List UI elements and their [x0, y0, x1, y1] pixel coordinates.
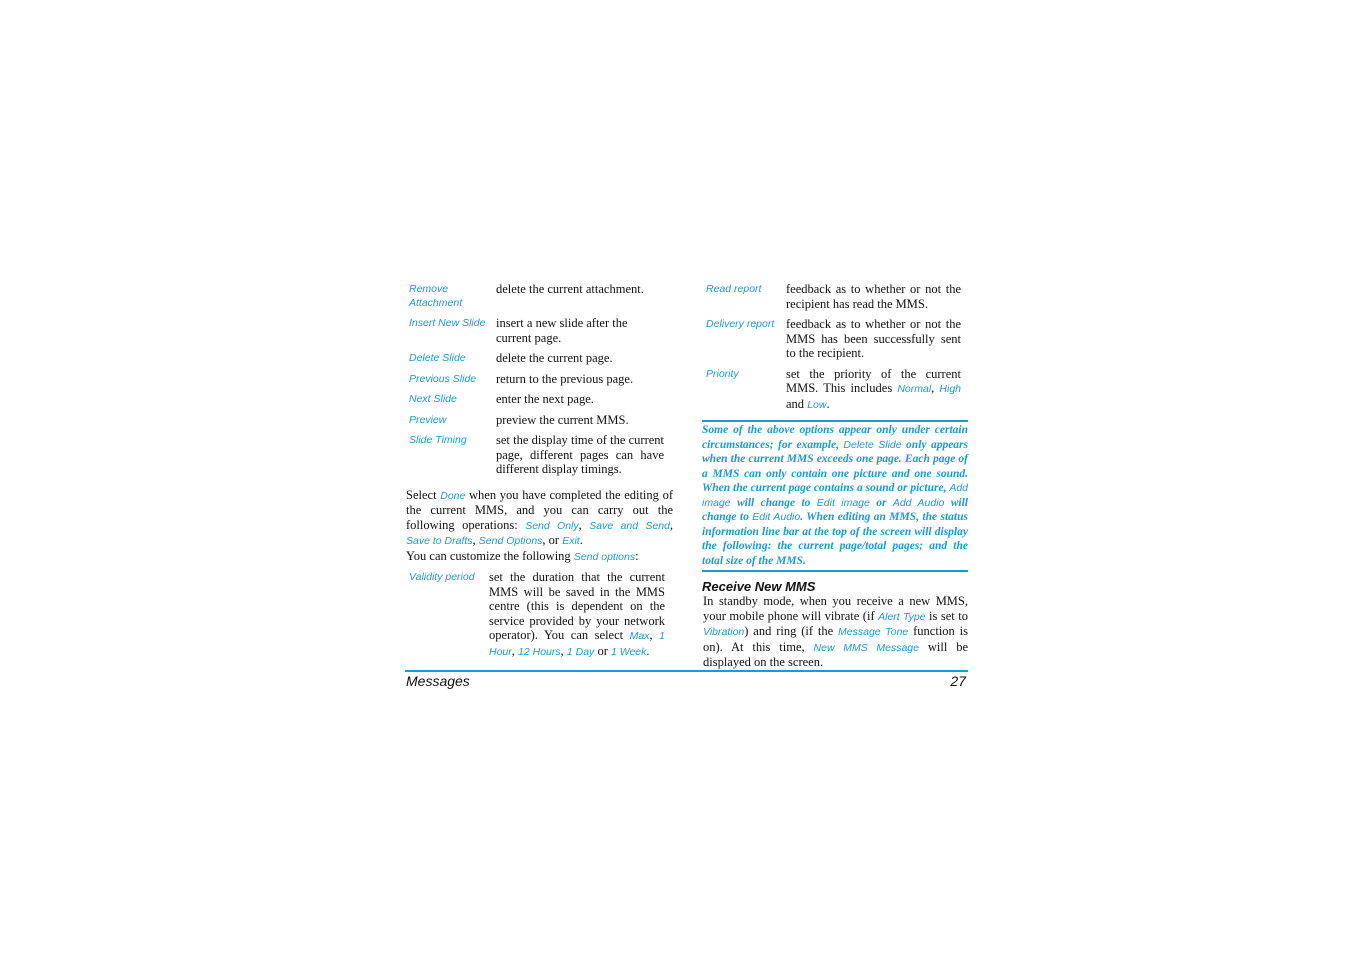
table-row	[405, 316, 673, 345]
table-row	[405, 433, 673, 477]
footer-section-name: Messages	[406, 673, 470, 689]
term-normal: Normal	[897, 383, 932, 395]
term-delete-slide-note: Delete Slide	[843, 438, 902, 451]
desc-next-slide: enter the next page.	[496, 392, 594, 406]
table-row	[405, 282, 673, 310]
term-message-tone: Message Tone	[838, 626, 909, 638]
table-row	[702, 317, 968, 361]
desc-previous-slide: return to the previous page.	[496, 371, 634, 386]
term-high: High	[939, 383, 962, 395]
term-1-week: 1 Week	[610, 645, 647, 658]
right-column	[702, 282, 968, 670]
term-next-slide: Next Slide	[409, 393, 457, 405]
desc-read-report: feedback as to whether or not the recipient has read the MMS.	[786, 282, 961, 311]
term-read-report: Read report	[706, 283, 762, 295]
customize-paragraph: You can customize the following Send options:	[406, 548, 639, 563]
term-save-and-send: Save and Send	[589, 519, 670, 532]
term-alert-type: Alert Type	[878, 610, 926, 623]
term-new-mms-message: New MMS Message	[813, 641, 919, 654]
desc-delete-slide: delete the current page.	[496, 351, 613, 365]
term-delete-slide: Delete Slide	[409, 352, 466, 364]
term-max: Max	[629, 630, 650, 642]
desc-insert-new-slide: insert a new slide after the current page.	[496, 316, 628, 345]
left-column	[405, 282, 673, 665]
term-edit-image: Edit image	[816, 496, 870, 509]
term-validity-period: Validity period	[409, 571, 475, 583]
term-1-hour: 1 Hour	[489, 630, 666, 658]
term-preview: Preview	[409, 413, 447, 426]
send-options-table	[405, 570, 673, 659]
term-send-only: Send Only	[525, 519, 579, 532]
term-add-audio: Add Audio	[892, 496, 945, 509]
section-heading: Receive New MMS	[702, 579, 816, 594]
desc-remove-attachment: delete the current attachment.	[496, 282, 644, 296]
term-1-day: 1 Day	[566, 645, 595, 658]
table-row	[702, 367, 968, 413]
term-edit-audio: Edit Audio	[752, 511, 801, 523]
term-previous-slide: Previous Slide	[409, 372, 477, 385]
table-row	[405, 413, 673, 428]
term-save-to-drafts: Save to Drafts	[406, 535, 473, 547]
note-box: Some of the above options appear only under certain circumstances; for example, Delete Slide only appears when the current MMS exceeds one page. Each page of a MMS can only contain one picture and one sound. When the current page contains a sound or picture, Add image will change to Edit image or Add Audio will change to Edit Audio. When editing an MMS, the status information line bar at the top of the screen will display the following: the current page/total pages; and the total size of the MMS.	[702, 420, 968, 572]
term-exit: Exit	[562, 535, 580, 547]
table-row	[405, 351, 673, 366]
term-vibration: Vibration	[703, 626, 745, 638]
term-insert-new-slide: Insert New Slide	[409, 317, 486, 329]
report-options-table	[702, 282, 968, 412]
manual-page	[405, 282, 968, 697]
table-row	[405, 372, 673, 387]
table-row	[702, 282, 968, 311]
page-number: 27	[950, 673, 966, 689]
receive-paragraph: In standby mode, when you receive a new MMS, your mobile phone will vibrate (if Alert Type is set to Vibration) and ring (if the Message Tone function is on). At this time, New MMS Message will be displayed on the screen.	[703, 594, 968, 669]
term-add-image: Add image	[702, 482, 968, 509]
term-low: Low	[807, 398, 827, 411]
desc-priority: set the priority of the current MMS. This includes Normal, High and Low.	[786, 366, 962, 411]
term-delivery-report: Delivery report	[706, 318, 775, 330]
term-remove-attachment: Remove Attachment	[409, 283, 463, 309]
desc-delivery-report: feedback as to whether or not the MMS has been successfully sent to the recipient.	[786, 317, 961, 360]
term-12-hours: 12 Hours	[518, 645, 561, 658]
table-row	[405, 392, 673, 407]
term-send-options-lower: Send options	[573, 550, 636, 563]
term-send-options: Send Options	[478, 535, 543, 547]
table-row	[405, 570, 673, 659]
select-done-paragraph: Select Done when you have completed the editing of the current MMS, and you can carry out the following operations: Send Only, Save and Send, Save to Drafts, Send Options, or Exit.	[406, 487, 674, 547]
term-priority: Priority	[706, 367, 739, 380]
footer-divider	[405, 670, 968, 672]
desc-slide-timing: set the display time of the current page, different pages can have different display timings.	[496, 433, 664, 476]
term-done: Done	[440, 489, 466, 502]
term-slide-timing: Slide Timing	[409, 434, 467, 446]
desc-validity-period: set the duration that the current MMS will be saved in the MMS centre (this is dependent on the service provided by your network operator). You can select Max, 1 Hour, 12 Hours, 1 Day or 1 Week.	[489, 570, 666, 658]
desc-preview: preview the current MMS.	[496, 412, 629, 427]
edit-options-table	[405, 282, 673, 477]
